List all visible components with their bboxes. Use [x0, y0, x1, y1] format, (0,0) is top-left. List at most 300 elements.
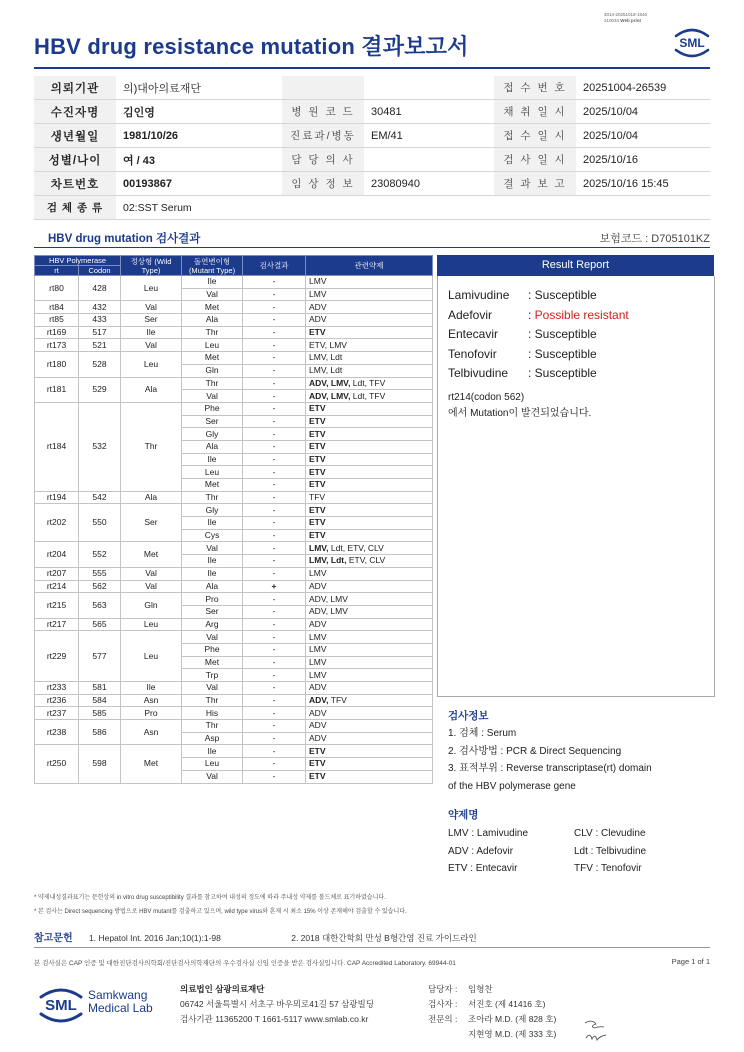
mutant-cell: His	[182, 707, 243, 720]
test-info-title: 검사정보	[448, 710, 489, 722]
wild-type-cell: Met	[121, 745, 182, 783]
info-label: 접 수 번 호	[494, 76, 576, 100]
drug-cell: ADV	[306, 682, 433, 695]
table-row	[35, 314, 433, 327]
codon-cell: 529	[79, 377, 121, 402]
codon-cell: 586	[79, 720, 121, 745]
mutant-cell: Met	[182, 656, 243, 669]
drug-bold: ETV	[309, 428, 326, 439]
references	[34, 929, 545, 944]
result-drug-name: Lamivudine	[448, 288, 510, 302]
result-colon: :	[528, 346, 535, 361]
mutant-cell: Met	[182, 301, 243, 314]
drug-bold: ETV	[309, 771, 326, 782]
wild-type-cell: Val	[121, 567, 182, 580]
drug-cell: LMV	[306, 656, 433, 669]
mutant-cell: Ile	[182, 276, 243, 289]
drug-abbr: CLV : Clevudine	[574, 828, 646, 839]
result-cell: -	[243, 517, 306, 530]
result-colon: :	[528, 366, 535, 381]
drug-cell: LMV	[306, 288, 433, 301]
drug-cell: LMV, Ldt	[306, 352, 433, 365]
result-report-header: Result Report	[437, 255, 714, 276]
rt-cell: rt215	[35, 593, 79, 618]
codon-cell: 552	[79, 542, 121, 567]
mutant-cell: Ala	[182, 580, 243, 593]
info-label: 의뢰기관	[34, 76, 116, 100]
drug-names-title: 약제명	[448, 809, 479, 821]
drug-cell: ADV	[306, 707, 433, 720]
mutant-cell: Val	[182, 390, 243, 403]
staff-name: 지현영 M.D. (제 333 호)	[468, 1029, 557, 1039]
result-report-list	[448, 286, 629, 384]
table-row	[35, 352, 433, 365]
section-divider	[34, 247, 710, 248]
table-row	[35, 301, 433, 314]
staff-row	[428, 982, 556, 997]
result-cell: -	[243, 288, 306, 301]
wild-type-cell: Asn	[121, 694, 182, 707]
result-cell: +	[243, 580, 306, 593]
info-label: 접 수 일 시	[494, 124, 576, 148]
drug-abbr-row	[448, 825, 700, 843]
footer-divider	[34, 947, 710, 948]
wild-type-cell: Ser	[121, 504, 182, 542]
codon-cell: 528	[79, 352, 121, 377]
specimen-row	[34, 196, 710, 220]
drug-abbr-row	[448, 860, 700, 878]
result-colon: :	[528, 327, 535, 342]
table-row	[35, 504, 433, 517]
wild-type-cell: Ile	[121, 326, 182, 339]
sml-logo-icon	[672, 26, 712, 60]
info-value: 의)대아의료재단	[116, 76, 282, 100]
rt-cell: rt169	[35, 326, 79, 339]
drug-bold: ETV	[309, 327, 326, 338]
drug-bold: ETV	[309, 466, 326, 477]
wild-type-cell: Leu	[121, 352, 182, 377]
svg-text:SML: SML	[45, 997, 77, 1014]
table-row	[35, 593, 433, 606]
codon-cell: 550	[79, 504, 121, 542]
result-cell: -	[243, 453, 306, 466]
result-cell: -	[243, 669, 306, 682]
wild-type-cell: Leu	[121, 631, 182, 682]
result-item	[448, 345, 629, 365]
drug-bold: LMV, Ldt,	[309, 555, 347, 566]
table-row	[35, 682, 433, 695]
drug-cell	[306, 402, 433, 415]
drug-header: 관련약제	[306, 256, 433, 276]
table-row	[35, 618, 433, 631]
info-row	[34, 172, 710, 196]
mutant-cell: Leu	[182, 758, 243, 771]
info-label: 수진자명	[34, 100, 116, 124]
drug-cell	[306, 479, 433, 492]
wild-type-cell: Val	[121, 339, 182, 352]
test-info-text: 1. 검체 : Serum 2. 검사방법 : PCR & Direct Sequencing 3. 표적부위 : Reverse transcriptase(rt) domain of the HBV polymerase gene	[448, 728, 652, 792]
drug-cell: ADV, LMV, Ldt, TFV	[306, 377, 433, 390]
info-value: 2025/10/04	[576, 100, 710, 124]
info-label: 결 과 보 고	[494, 172, 576, 196]
info-label: 성별/나이	[34, 148, 116, 172]
drug-abbr-row	[448, 843, 700, 861]
drug-cell: ADV	[306, 732, 433, 745]
result-value: Susceptible	[534, 288, 597, 302]
codon-cell: 565	[79, 618, 121, 631]
rt-cell: rt85	[35, 314, 79, 327]
info-label: 채 취 일 시	[494, 100, 576, 124]
drug-cell: LMV, Ldt, ETV, CLV	[306, 555, 433, 568]
mutant-cell: Thr	[182, 377, 243, 390]
rt-cell: rt233	[35, 682, 79, 695]
codon-cell: 581	[79, 682, 121, 695]
drug-cell: ADV, LMV, Ldt, TFV	[306, 390, 433, 403]
info-label: 담 당 의 사	[282, 148, 364, 172]
drug-abbreviations	[448, 825, 700, 878]
accreditation-text: 본 검사실은 CAP 인증 및 대한진단검사의학회/진단검사의학재단의 우수검사실 신임 인증을 받은 검사실입니다. CAP Accredited Laboratory. 69944-01	[34, 960, 456, 967]
result-cell: -	[243, 390, 306, 403]
info-value: 2025/10/04	[576, 124, 710, 148]
result-cell: -	[243, 682, 306, 695]
mutant-cell: Thr	[182, 720, 243, 733]
result-cell: -	[243, 326, 306, 339]
rt-cell: rt184	[35, 402, 79, 491]
info-row	[34, 148, 710, 172]
mutant-cell: Ile	[182, 745, 243, 758]
mutant-cell: Val	[182, 542, 243, 555]
mutant-cell: Phe	[182, 402, 243, 415]
codon-cell: 432	[79, 301, 121, 314]
drug-bold: ETV	[309, 504, 326, 515]
mutant-cell: Ala	[182, 440, 243, 453]
result-colon: :	[528, 307, 535, 322]
result-cell: -	[243, 301, 306, 314]
result-cell: -	[243, 428, 306, 441]
wild-type-cell: Val	[121, 301, 182, 314]
patient-info-table	[34, 76, 710, 220]
result-cell: -	[243, 758, 306, 771]
result-cell: -	[243, 770, 306, 783]
result-cell: -	[243, 479, 306, 492]
rt-cell: rt237	[35, 707, 79, 720]
drug-cell: ADV	[306, 314, 433, 327]
sml-footer-logo-icon	[36, 985, 86, 1025]
drug-bold: ETV	[309, 745, 326, 756]
result-item	[448, 286, 629, 306]
info-value: 00193867	[116, 172, 282, 196]
info-value: 30481	[364, 100, 494, 124]
wild-type-cell: Ile	[121, 682, 182, 695]
mutant-cell: Gly	[182, 428, 243, 441]
drug-cell: LMV, Ldt	[306, 364, 433, 377]
drug-cell	[306, 529, 433, 542]
info-label	[282, 76, 364, 100]
mutant-cell: Gly	[182, 504, 243, 517]
info-value: 23080940	[364, 172, 494, 196]
mutant-cell: Pro	[182, 593, 243, 606]
reference-1: 1. Hepatol Int. 2016 Jan;10(1):1-98	[89, 933, 221, 943]
mutation-table	[34, 255, 433, 784]
result-cell: -	[243, 542, 306, 555]
mutant-cell: Ile	[182, 517, 243, 530]
result-cell: -	[243, 656, 306, 669]
drug-cell: ADV	[306, 580, 433, 593]
mutant-cell: Gln	[182, 364, 243, 377]
result-cell: -	[243, 364, 306, 377]
drug-cell	[306, 770, 433, 783]
drug-bold: ETV	[309, 517, 326, 528]
result-header: 검사결과	[243, 256, 306, 276]
staff-list	[428, 982, 556, 1042]
table-row	[35, 402, 433, 415]
wild-type-cell: Leu	[121, 276, 182, 301]
result-cell: -	[243, 643, 306, 656]
info-row	[34, 124, 710, 148]
footnote-1: * 약제내성결과표기는 문헌상의 in vitro drug susceptibility 결과를 참고하여 내성의 정도에 따라 주내성 약제를 볼드체로 표기하였습니다.	[34, 895, 386, 901]
wild-type-cell: Met	[121, 542, 182, 567]
page-number: Page 1 of 1	[671, 957, 710, 966]
info-value: 김인영	[116, 100, 282, 124]
rt-cell: rt250	[35, 745, 79, 783]
staff-name: 조아라 M.D. (제 828 호)	[468, 1014, 557, 1024]
result-cell: -	[243, 339, 306, 352]
drug-cell	[306, 415, 433, 428]
result-cell: -	[243, 555, 306, 568]
drug-cell: ADV, LMV	[306, 593, 433, 606]
drug-bold: ETV	[309, 403, 326, 414]
result-cell: -	[243, 694, 306, 707]
result-cell: -	[243, 377, 306, 390]
drug-cell: LMV	[306, 567, 433, 580]
drug-bold: ETV	[309, 530, 326, 541]
info-value: EM/41	[364, 124, 494, 148]
staff-role: 담당자 :	[428, 984, 458, 994]
mutant-cell: Cys	[182, 529, 243, 542]
mutant-cell: Ile	[182, 567, 243, 580]
info-row	[34, 76, 710, 100]
codon-cell: 562	[79, 580, 121, 593]
drug-cell	[306, 517, 433, 530]
result-cell: -	[243, 491, 306, 504]
staff-row	[428, 1012, 556, 1027]
drug-cell	[306, 745, 433, 758]
drug-cell: ETV, LMV	[306, 339, 433, 352]
table-row	[35, 720, 433, 733]
info-label: 차트번호	[34, 172, 116, 196]
drug-cell: LMV	[306, 631, 433, 644]
rt-cell: rt238	[35, 720, 79, 745]
wild-type-cell: Pro	[121, 707, 182, 720]
staff-name: 서진호 (제 41416 호)	[468, 999, 546, 1009]
references-label: 참고문헌	[34, 933, 73, 944]
drug-cell	[306, 453, 433, 466]
rt-cell: rt180	[35, 352, 79, 377]
drug-cell: LMV, Ldt, ETV, CLV	[306, 542, 433, 555]
rt-cell: rt236	[35, 694, 79, 707]
drug-cell: LMV	[306, 276, 433, 289]
info-label: 생년월일	[34, 124, 116, 148]
mutant-cell: Val	[182, 631, 243, 644]
drug-abbr: ADV : Adefovir	[448, 845, 514, 857]
info-value: 여 / 43	[116, 148, 282, 172]
result-item	[448, 306, 629, 326]
rt-cell: rt173	[35, 339, 79, 352]
info-value: 1981/10/26	[116, 124, 282, 148]
table-row	[35, 745, 433, 758]
info-value: 2025/10/16	[576, 148, 710, 172]
result-cell: -	[243, 276, 306, 289]
drug-abbr: LMV : Lamivudine	[448, 828, 529, 839]
codon-cell: 585	[79, 707, 121, 720]
table-row	[35, 631, 433, 644]
codon-cell: 433	[79, 314, 121, 327]
result-cell: -	[243, 415, 306, 428]
rt-header: rt	[35, 266, 79, 276]
mutant-cell: Phe	[182, 643, 243, 656]
info-label: 검 사 일 시	[494, 148, 576, 172]
staff-row	[428, 1027, 556, 1042]
rt-cell: rt229	[35, 631, 79, 682]
drug-cell: ADV	[306, 301, 433, 314]
title-divider	[34, 67, 710, 69]
result-value: Susceptible	[534, 346, 597, 361]
codon-cell: 428	[79, 276, 121, 301]
rt-cell: rt194	[35, 491, 79, 504]
mutant-cell: Met	[182, 352, 243, 365]
result-cell: -	[243, 466, 306, 479]
result-cell: -	[243, 440, 306, 453]
result-drug-name: Tenofovir	[448, 346, 497, 361]
result-value: Susceptible	[534, 366, 597, 381]
drug-cell	[306, 326, 433, 339]
drug-bold: ADV, LMV,	[309, 390, 351, 401]
mutant-cell: Thr	[182, 326, 243, 339]
info-value	[364, 148, 494, 172]
wild-type-header: 정상형 (Wild Type)	[121, 256, 182, 276]
mutant-cell: Asp	[182, 732, 243, 745]
mutant-cell: Thr	[182, 694, 243, 707]
wild-type-cell: Gln	[121, 593, 182, 618]
codon-cell: 542	[79, 491, 121, 504]
codon-cell: 584	[79, 694, 121, 707]
mutant-cell: Arg	[182, 618, 243, 631]
wild-type-cell: Asn	[121, 720, 182, 745]
codon-header: Codon	[79, 266, 121, 276]
result-cell: -	[243, 314, 306, 327]
codon-cell: 598	[79, 745, 121, 783]
table-row	[35, 694, 433, 707]
result-cell: -	[243, 504, 306, 517]
reference-2: 2. 2018 대한간학회 만성 B형간염 진료 가이드라인	[291, 933, 477, 943]
drug-bold: ETV	[309, 415, 326, 426]
mutant-cell: Ile	[182, 555, 243, 568]
result-value: Susceptible	[534, 327, 597, 342]
mutant-cell: Leu	[182, 339, 243, 352]
wild-type-cell: Ser	[121, 314, 182, 327]
codon-cell: 577	[79, 631, 121, 682]
institution-info: 의료법인 삼광의료재단 06742 서울특별시 서초구 바우뫼로41길 57 삼광빌딩 검사기관 11365200 T 1661-5117 www.smlab.co.kr	[180, 984, 374, 1024]
result-cell: -	[243, 567, 306, 580]
drug-bold: ADV, LMV,	[309, 377, 351, 388]
mutant-cell: Val	[182, 682, 243, 695]
mutant-cell: Thr	[182, 491, 243, 504]
result-cell: -	[243, 605, 306, 618]
drug-abbr: TFV : Tenofovir	[574, 863, 642, 874]
section-title: HBV drug mutation 검사결과	[48, 233, 201, 245]
drug-cell: ADV, LMV	[306, 605, 433, 618]
mutant-cell: Trp	[182, 669, 243, 682]
info-value: 2025/10/16 15:45	[576, 172, 710, 196]
drug-cell	[306, 440, 433, 453]
footnote-2: * 본 검사는 Direct sequencing 방법으로 HBV mutant를 검출하고 있으며, wild type virus와 혼재 시 최소 15% 이상 존재해야 검출할 수 있습니다.	[34, 909, 407, 915]
result-cell: -	[243, 631, 306, 644]
drug-bold: ADV,	[309, 695, 329, 706]
table-row	[35, 276, 433, 289]
page-title: HBV drug resistance mutation 결과보고서	[34, 34, 469, 59]
rt-cell: rt181	[35, 377, 79, 402]
staff-name: 임형찬	[468, 984, 493, 994]
drug-cell	[306, 758, 433, 771]
result-item	[448, 325, 629, 345]
drug-cell: ADV, TFV	[306, 694, 433, 707]
result-item	[448, 364, 629, 384]
wild-type-cell: Val	[121, 580, 182, 593]
table-row	[35, 326, 433, 339]
svg-text:SML: SML	[679, 36, 705, 50]
drug-abbr: ETV : Entecavir	[448, 863, 518, 874]
result-cell: -	[243, 745, 306, 758]
mutant-cell: Ser	[182, 605, 243, 618]
table-row	[35, 707, 433, 720]
drug-bold: ETV	[309, 758, 326, 769]
mutant-cell: Val	[182, 288, 243, 301]
staff-role: 검사자 :	[428, 999, 458, 1009]
codon-cell: 521	[79, 339, 121, 352]
mutant-cell: Met	[182, 479, 243, 492]
result-cell: -	[243, 720, 306, 733]
specimen-value: 02:SST Serum	[116, 196, 710, 220]
result-cell: -	[243, 732, 306, 745]
table-row	[35, 339, 433, 352]
mutant-cell: Ala	[182, 314, 243, 327]
codon-cell: 532	[79, 402, 121, 491]
polymerase-header: HBV Polymerase	[35, 256, 121, 266]
brand-name: Samkwang Medical Lab	[88, 988, 153, 1015]
wild-type-cell: Leu	[121, 618, 182, 631]
wild-type-cell: Ala	[121, 491, 182, 504]
mutant-cell: Ser	[182, 415, 243, 428]
mutant-type-header: 돌연변이형 (Mutant Type)	[182, 256, 243, 276]
mutant-cell: Ile	[182, 453, 243, 466]
drug-cell	[306, 466, 433, 479]
codon-cell: 555	[79, 567, 121, 580]
result-cell: -	[243, 618, 306, 631]
rt-cell: rt217	[35, 618, 79, 631]
info-value	[364, 76, 494, 100]
staff-row	[428, 997, 556, 1012]
info-label: 임 상 정 보	[282, 172, 364, 196]
staff-role: 전문의 :	[428, 1014, 458, 1024]
result-colon: :	[528, 288, 535, 302]
mutant-cell: Val	[182, 770, 243, 783]
drug-bold: ETV	[309, 441, 326, 452]
mutant-cell: Leu	[182, 466, 243, 479]
wild-type-cell: Ala	[121, 377, 182, 402]
drug-bold: ETV	[309, 479, 326, 490]
info-label: 병 원 코 드	[282, 100, 364, 124]
codon-cell: 517	[79, 326, 121, 339]
